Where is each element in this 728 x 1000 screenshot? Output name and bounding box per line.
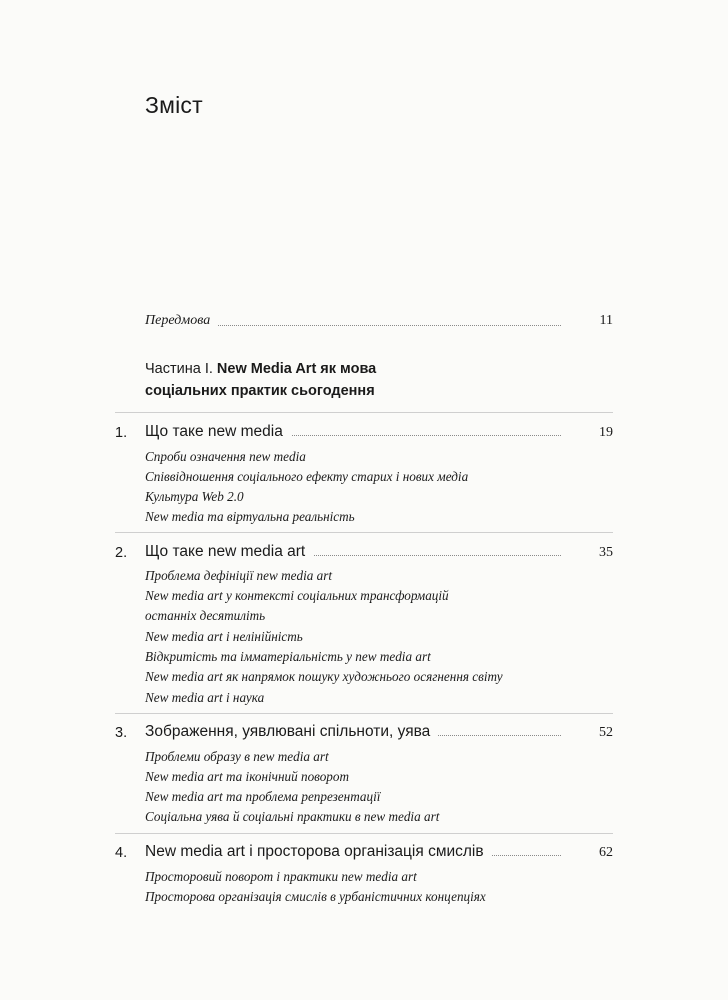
divider xyxy=(115,833,613,834)
subsection[interactable]: New media art у контексті соціальних трансформацій xyxy=(145,588,449,603)
subsection[interactable]: New media art та іконічний поворот xyxy=(145,769,350,784)
divider xyxy=(115,532,613,533)
part-prefix: Частина І. xyxy=(145,361,217,377)
page-number: 19 xyxy=(599,425,613,440)
toc-entry-chapter-4[interactable] xyxy=(145,843,613,865)
part-title-line-2: соціальних практик сьогодення xyxy=(145,383,375,399)
subsection[interactable]: New media art і нелінійність xyxy=(145,629,303,644)
chapter-number: 4. xyxy=(115,845,128,861)
subsection[interactable]: Просторова організація смислів в урбаністичних концепціях xyxy=(145,889,486,904)
chapter-number: 2. xyxy=(115,545,128,561)
page-number: 52 xyxy=(599,725,613,740)
subsection[interactable]: New media art і наука xyxy=(145,690,265,705)
preface-label: Передмова xyxy=(145,313,218,329)
part-heading-line-1 xyxy=(145,361,376,377)
subsection[interactable]: New media art як напрямок пошуку художнього осягнення світу xyxy=(145,669,503,684)
toc-entry-chapter-3[interactable] xyxy=(145,723,613,745)
chapter-number: 1. xyxy=(115,425,128,441)
subsection[interactable]: Співвідношення соціального ефекту старих і нових медіа xyxy=(145,469,469,484)
page-number: 35 xyxy=(599,545,613,560)
chapter-title: Зображення, уявлювані спільноти, уява xyxy=(145,723,438,741)
subsection[interactable]: Спроби означення new media xyxy=(145,449,306,464)
part-heading-line-2 xyxy=(145,383,375,399)
chapter-title: Що таке new media art xyxy=(145,543,313,561)
subsection[interactable]: Просторовий поворот і практики new media art xyxy=(145,869,417,884)
subsection[interactable]: New media art та проблема репрезентації xyxy=(145,789,381,804)
page-number: 62 xyxy=(599,845,613,860)
part-title-line-1: New Media Art як мова xyxy=(216,361,377,377)
chapter-number: 3. xyxy=(115,725,128,741)
subsection[interactable]: Проблеми образу в new media art xyxy=(145,749,329,764)
toc-entry-chapter-1[interactable] xyxy=(145,423,613,445)
chapter-title: Що таке new media xyxy=(145,423,291,441)
subsection[interactable]: Соціальна уява й соціальні практики в new media art xyxy=(145,809,440,824)
page-title: Зміст xyxy=(145,92,203,118)
subsection[interactable]: останніх десятиліть xyxy=(145,608,266,623)
chapter-title: New media art і просторова організація смислів xyxy=(145,843,492,861)
toc-entry-chapter-2[interactable] xyxy=(145,543,613,565)
subsection[interactable]: Відкритість та імматеріальність у new media art xyxy=(145,649,431,664)
subsection[interactable]: New media та віртуальна реальність xyxy=(145,509,355,524)
divider xyxy=(115,412,613,413)
toc-entry-preface[interactable] xyxy=(145,313,613,335)
subsection[interactable]: Культура Web 2.0 xyxy=(145,489,244,504)
subsection[interactable]: Проблема дефініції new media art xyxy=(145,568,333,583)
divider xyxy=(115,713,613,714)
page-number: 11 xyxy=(599,313,613,328)
